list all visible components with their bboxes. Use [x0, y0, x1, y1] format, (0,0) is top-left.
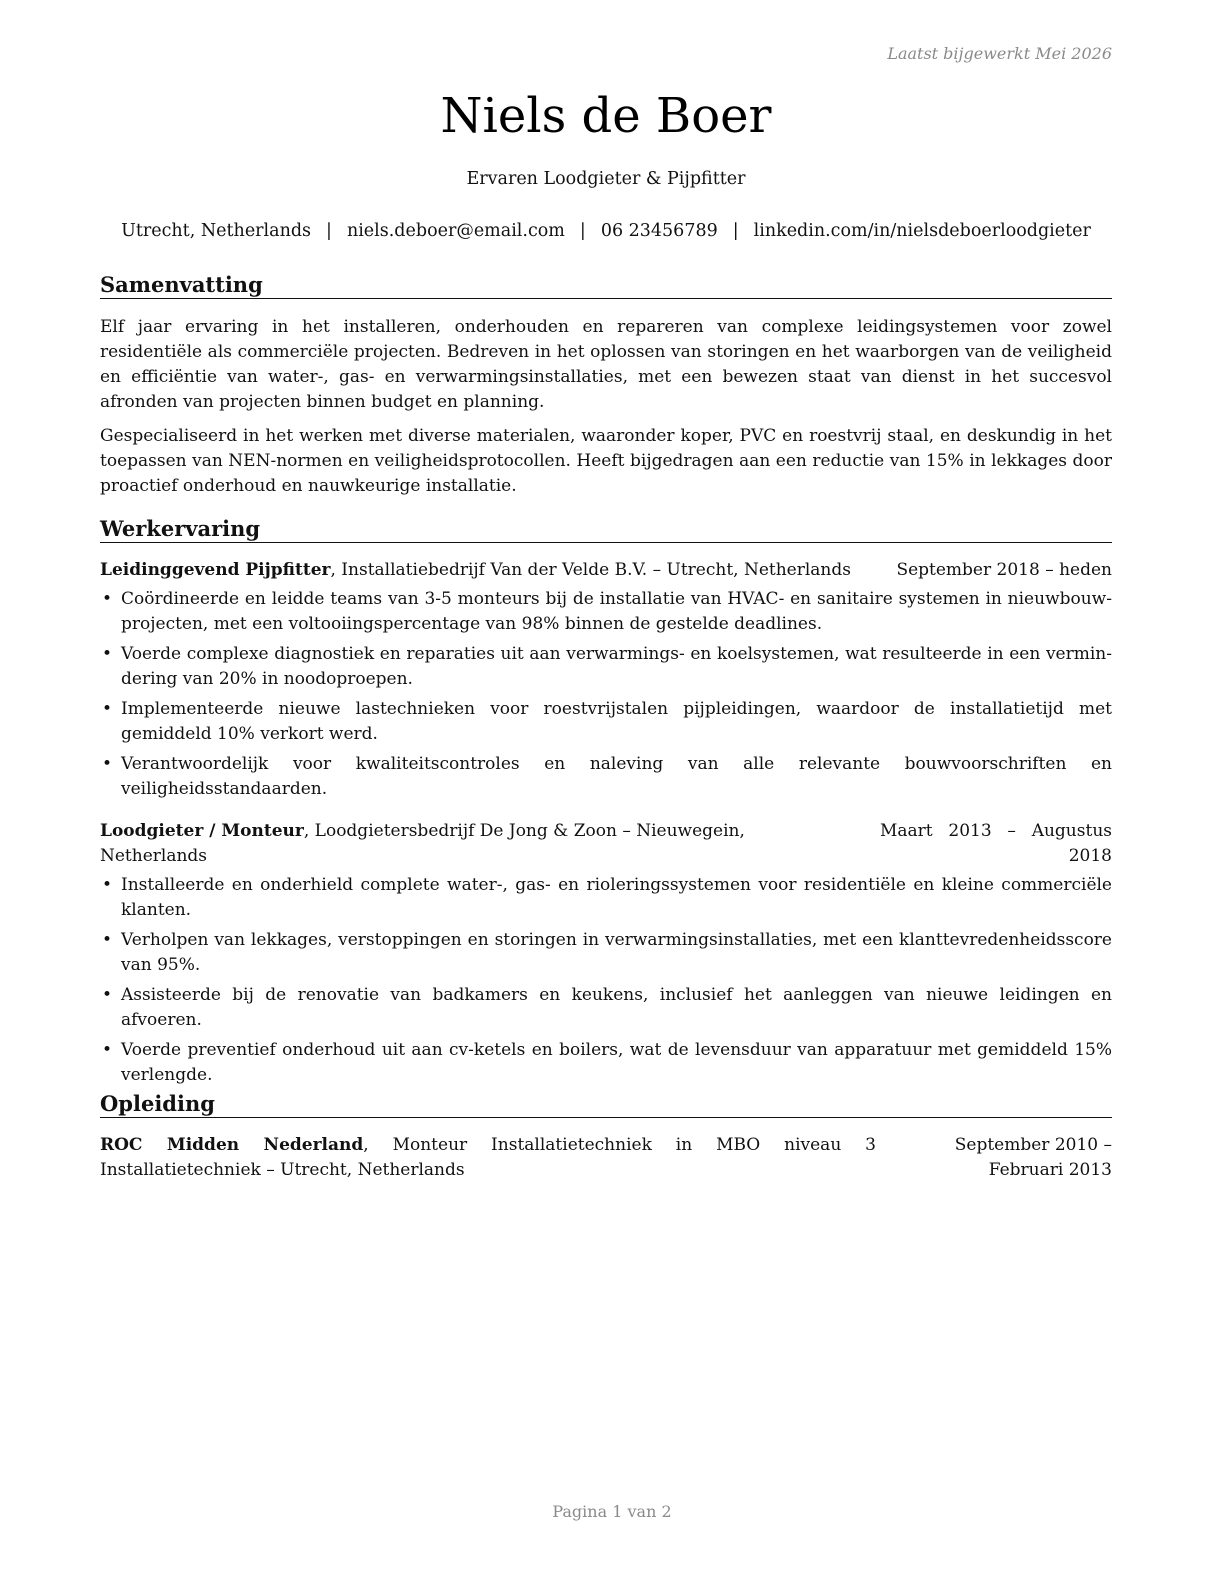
job-role: Leidinggevend Pijpfitter — [100, 560, 331, 580]
contact-line — [100, 219, 1112, 243]
experience-section — [100, 516, 1112, 1093]
job-entry — [100, 819, 1112, 1088]
job-bullet: • Voerde complexe diagnostiek en reparaties uit aan verwarmings- en koelsystemen, wat resulteerde in een vermindering van 20% in noodoproepen. — [100, 642, 1112, 692]
job-header — [100, 819, 1112, 869]
contact-email[interactable]: niels.deboer@email.com — [346, 221, 565, 241]
section-heading-education: Opleiding — [100, 1091, 1112, 1118]
contact-location: Utrecht, Netherlands — [121, 221, 312, 241]
job-entry — [100, 558, 1112, 802]
job-dates: September 2018 – heden — [896, 560, 1112, 580]
job-bullet: • Assisteerde bij de renovatie van badkamers en keukens, inclusief het aanleggen van nieuwe leidingen en afvoeren. — [100, 983, 1112, 1033]
job-bullet: • Coördineerde en leidde teams van 3-5 monteurs bij de installatie van HVAC- en sanitaire systemen in nieuwbouwprojecten, met een voltooiingspercentage van 98% binnen de gestelde deadlines. — [100, 587, 1112, 637]
section-heading-experience: Werkervaring — [100, 516, 1112, 543]
job-company: , Installatiebedrijf Van der Velde B.V. – Utrecht, Netherlands — [330, 560, 851, 580]
job-bullet: • Voerde preventief onderhoud uit aan cv-ketels en boilers, wat de levensduur van apparatuur met gemiddeld 15% verlengde. — [100, 1038, 1112, 1088]
job-bullet: • Implementeerde nieuwe lastechnieken voor roestvrijstalen pijpleidingen, waardoor de installatietijd met gemiddeld 10% verkort werd. — [100, 697, 1112, 747]
contact-separator: | — [579, 221, 586, 241]
contact-phone: 06 23456789 — [600, 221, 718, 241]
contact-linkedin[interactable]: linkedin.com/in/nielsdeboerloodgieter — [753, 221, 1091, 241]
job-role: Loodgieter / Monteur — [100, 821, 304, 841]
contact-separator: | — [326, 221, 332, 241]
job-dates: Maart 2013 – Augustus 2018 — [880, 821, 1112, 866]
contact-separator: | — [732, 221, 739, 241]
page-number: Pagina 1 van 2 — [552, 1502, 672, 1521]
summary-paragraph: Gespecialiseerd in het werken met diverse materialen, waaronder koper, PVC en roestvrij staal, en deskundig in het toepassen van NEN-normen en veiligheidsprotocollen. Heeft bijgedragen aan een reductie van 15% in lekkages door proactief onderhoud en nauwkeurige installatie. — [100, 426, 1112, 496]
education-entry — [100, 1133, 1112, 1183]
resume-page — [100, 0, 1112, 1584]
job-bullet: • Installeerde en onderhield complete water-, gas- en rioleringssystemen voor residentiële en kleine commerciële klanten. — [100, 873, 1112, 923]
job-bullet: • Verholpen van lekkages, verstoppingen en storingen in verwarmingsinstallaties, met een klanttevredenheidsscore van 95%. — [100, 928, 1112, 978]
section-heading-summary: Samenvatting — [100, 272, 1112, 299]
summary-section — [100, 272, 1112, 499]
job-bullet-list — [100, 873, 1112, 1088]
candidate-headline: Ervaren Loodgieter & Pijpfitter — [466, 169, 746, 189]
job-bullet-list — [100, 587, 1112, 802]
job-bullet: • Verantwoordelijk voor kwaliteitscontroles en naleving van alle relevante bouwvoorschriften en veiligheidsstandaarden. — [100, 752, 1112, 802]
job-header — [100, 558, 1112, 583]
education-section — [100, 1091, 1112, 1183]
summary-paragraph: Elf jaar ervaring in het installeren, onderhouden en repareren van complexe leidingsystemen voor zowel residentiële als commerciële projecten. Bedreven in het oplossen van storingen en het waarborgen van de veiligheid en efficiëntie van water-, gas- en verwarmingsinstallaties, met een bewezen staat van dienst in het succesvol afronden van projecten binnen budget en planning. — [100, 317, 1112, 412]
last-updated-note: Laatst bijgewerkt Mei 2026 — [887, 44, 1112, 63]
education-dates: September 2010 – Februari 2013 — [954, 1135, 1112, 1180]
education-detail: , Monteur Installatietechniek in MBO niveau 3 Installatietechniek – Utrecht, Netherlands — [100, 1135, 876, 1180]
job-company: , Loodgietersbedrijf De Jong & Zoon – Nieuwegein, Netherlands — [100, 821, 745, 866]
education-school: ROC Midden Nederland — [100, 1135, 364, 1155]
candidate-name: Niels de Boer — [440, 88, 772, 144]
